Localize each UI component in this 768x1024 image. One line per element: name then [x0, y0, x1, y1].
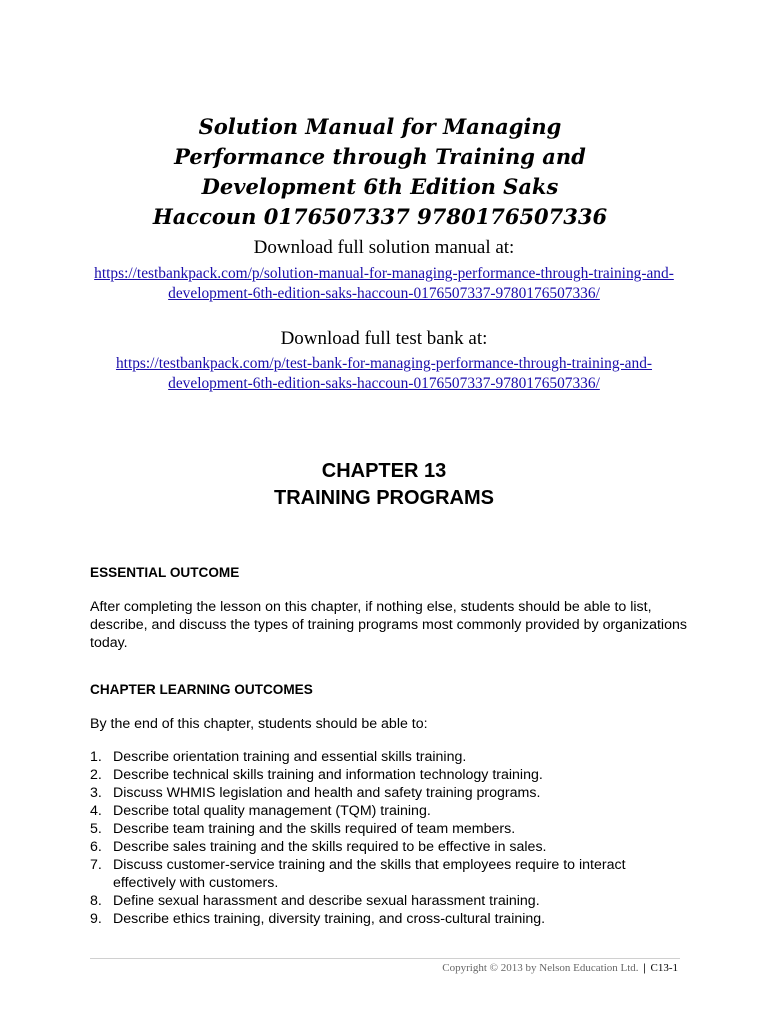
download-solution-label: Download full solution manual at:: [253, 237, 515, 258]
footer-separator: |: [643, 962, 646, 974]
list-item: 2. Describe technical skills training and information technology training.: [90, 767, 543, 783]
list-item: 6. Describe sales training and the skills required to be effective in sales.: [90, 839, 547, 855]
learning-outcomes-heading: CHAPTER LEARNING OUTCOMES: [90, 682, 313, 697]
page-number: C13-1: [650, 962, 678, 974]
list-item: 1. Describe orientation training and essential skills training.: [90, 749, 467, 765]
download-testbank-link[interactable]: https://testbankpack.com/p/test-bank-for-managing-performance-through-training-and-development-6th-edition-saks-haccoun-0176507337-9780176507336/: [115, 355, 653, 392]
chapter-number: CHAPTER 13: [321, 460, 447, 482]
download-testbank-label: Download full test bank at:: [280, 328, 488, 349]
footer-divider: [90, 958, 680, 959]
learning-outcomes-intro: By the end of this chapter, students should be able to:: [90, 716, 428, 732]
essential-outcome-heading: ESSENTIAL OUTCOME: [90, 565, 240, 580]
list-item: 3. Discuss WHMIS legislation and health and safety training programs.: [90, 785, 541, 801]
list-item: 7. Discuss customer-service training and the skills that employees require to interact effectively with customers.: [90, 857, 626, 891]
list-item: 9. Describe ethics training, diversity training, and cross-cultural training.: [90, 911, 546, 927]
learning-outcomes-list: [90, 748, 690, 928]
chapter-title: TRAINING PROGRAMS: [274, 487, 494, 509]
list-item: 4. Describe total quality management (TQM) training.: [90, 803, 431, 819]
page-footer: [442, 962, 678, 974]
list-item: 8. Define sexual harassment and describe sexual harassment training.: [90, 893, 540, 909]
chapter-heading: [0, 458, 768, 512]
document-title: Solution Manual for Managing Performance through Training and Development 6th Edition Saks Haccoun 0176507337 9780176507336: [152, 114, 608, 229]
download-solution-link[interactable]: https://testbankpack.com/p/solution-manual-for-managing-performance-through-training-and-development-6th-edition-saks-haccoun-0176507337-9780176507336/: [94, 265, 674, 302]
list-item: 5. Describe team training and the skills required of team members.: [90, 821, 516, 837]
copyright-text: Copyright © 2013 by Nelson Education Ltd.: [442, 962, 639, 974]
essential-outcome-text: After completing the lesson on this chapter, if nothing else, students should be able to list, describe, and discuss the types of training programs most commonly provided by organizations today.: [90, 599, 687, 651]
